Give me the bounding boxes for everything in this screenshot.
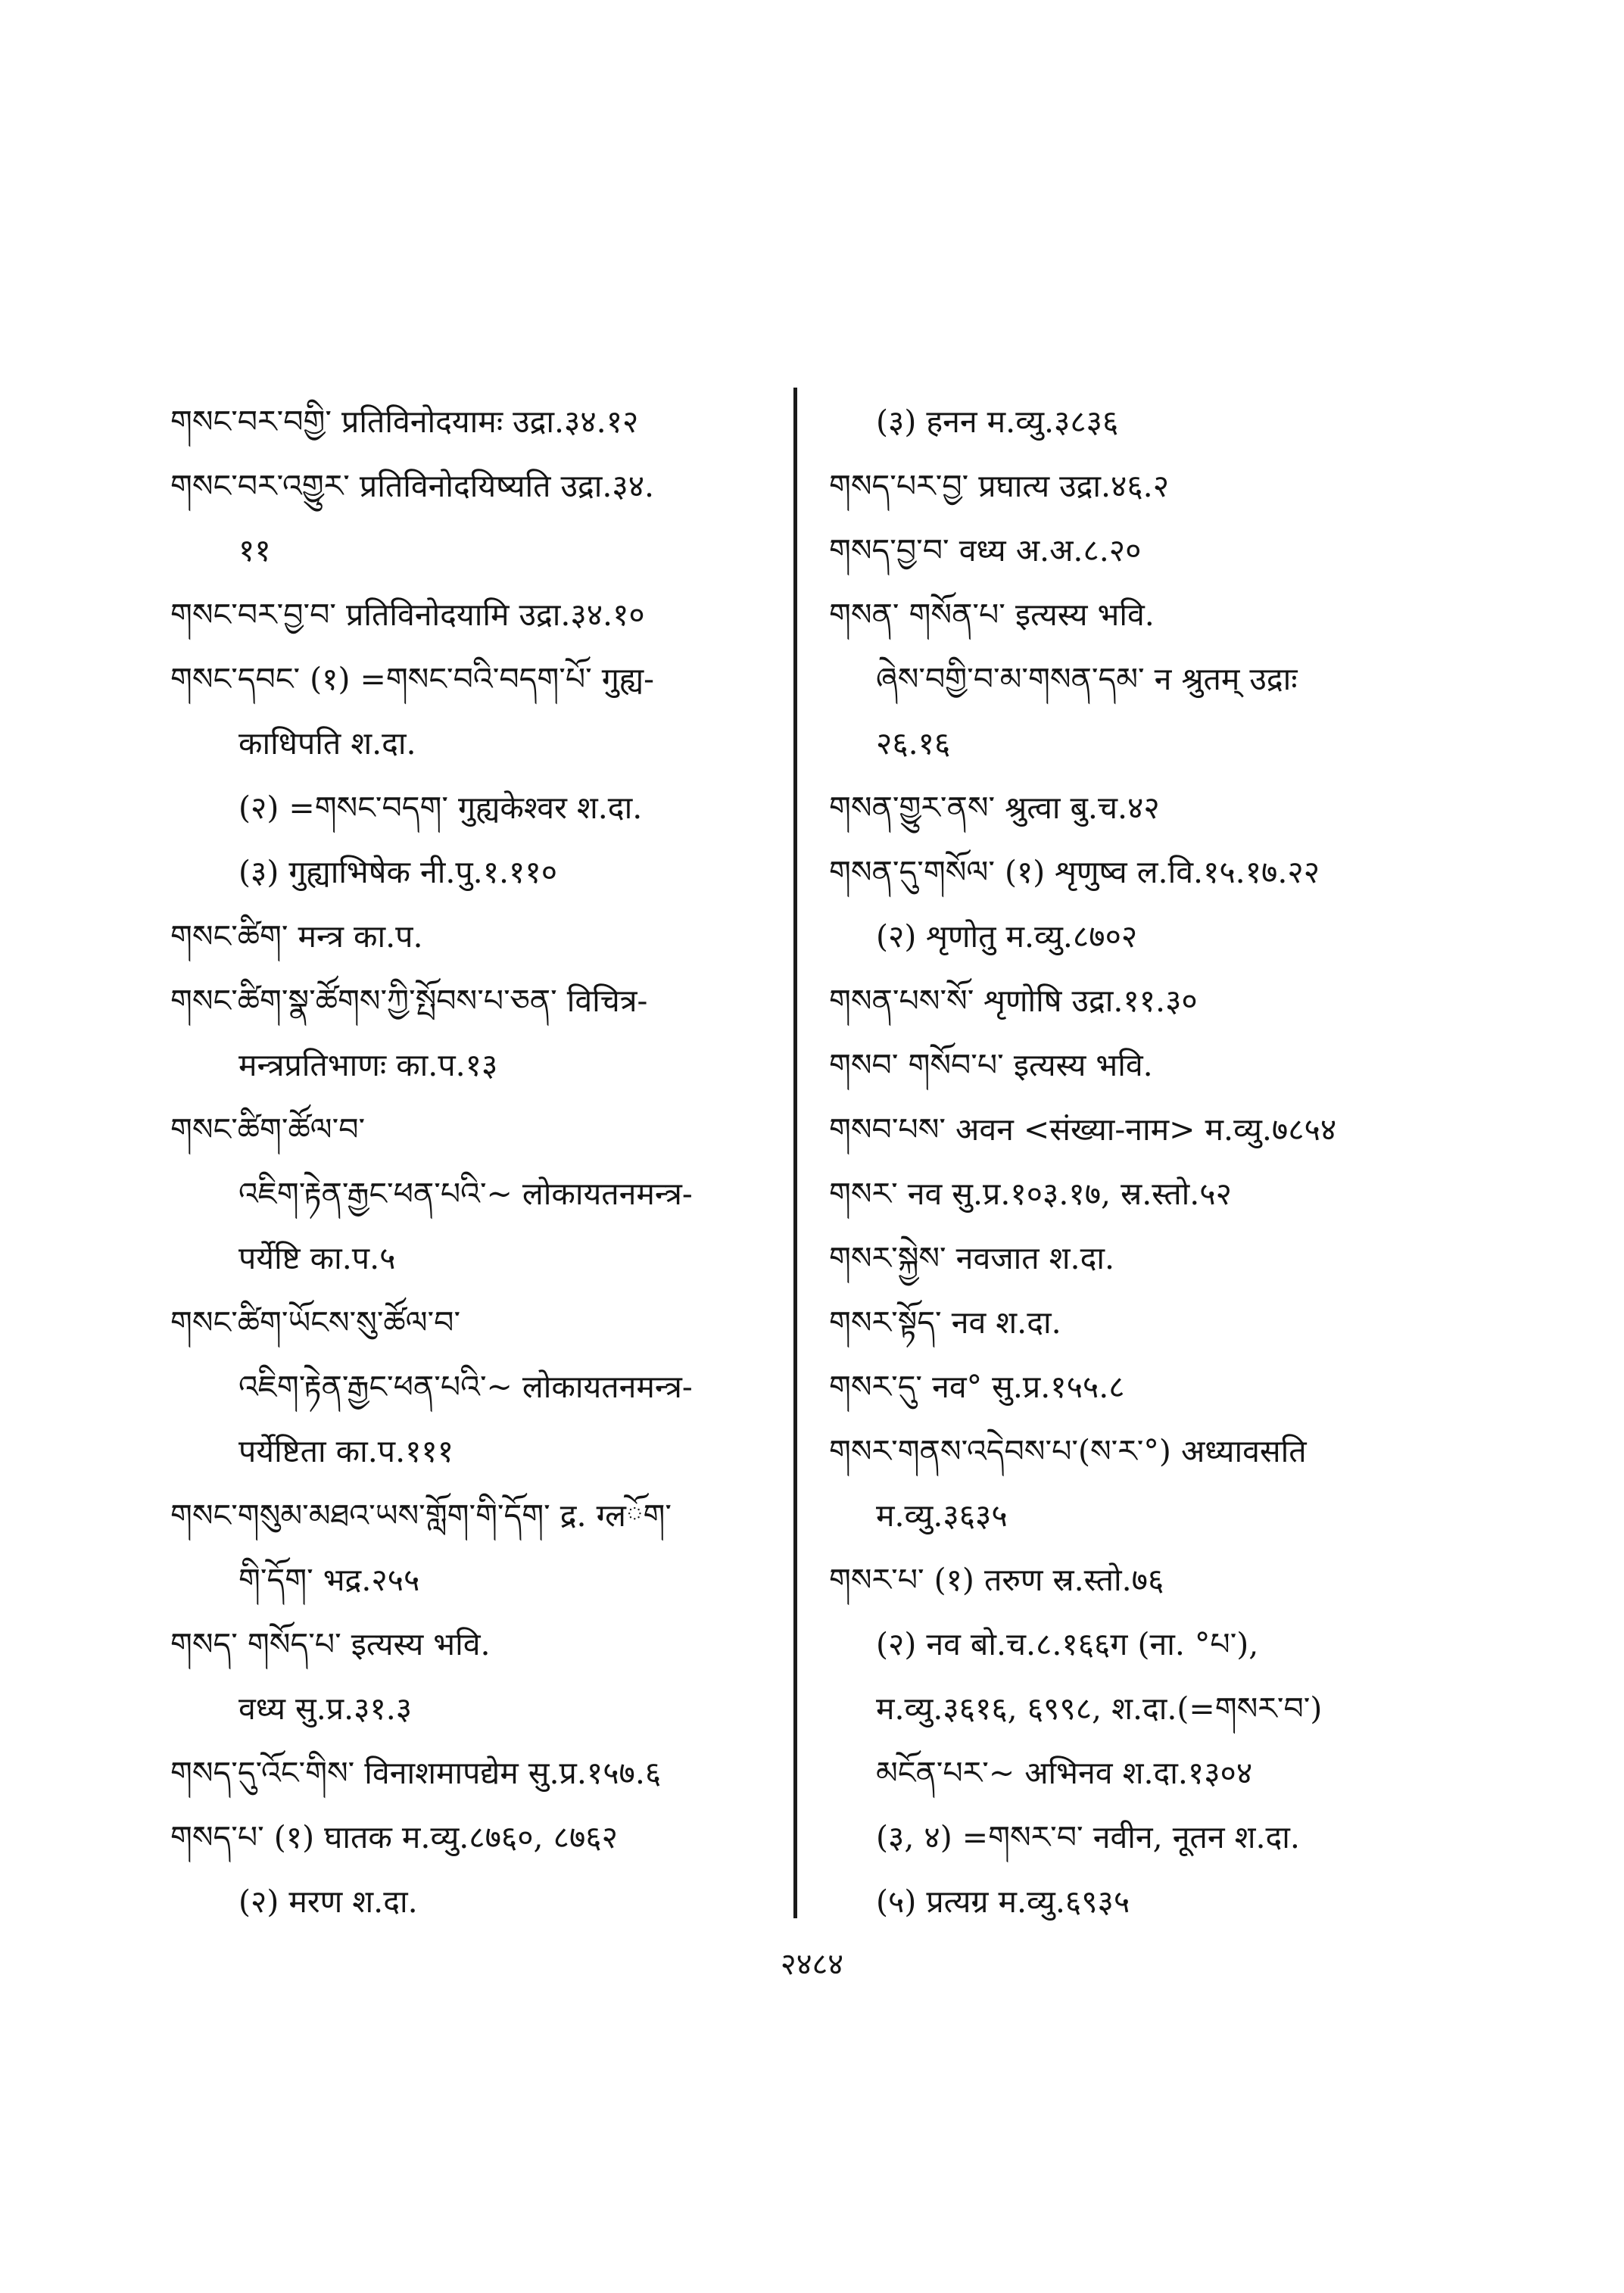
entry-headword-line: གསང་གསུམ་མཐའ་ཡས་གློག་གི་དོག་ द्र. ग्लོག་ [170, 1497, 672, 1534]
entry-headword-line: གསར་སྟོད་ नव श.दा. [829, 1304, 1061, 1341]
entry-headword-line: གསད་པ་ (१) घातक म.व्यु.८७६०, ८७६२ [170, 1819, 618, 1855]
entry-continuation-line: (३) हनन म.व्यु.३८३६ [876, 403, 1119, 440]
entry-continuation-line: पर्येष्टि का.प.५ [238, 1240, 396, 1276]
right-column [829, 390, 1420, 1934]
entry-headword-line: གསན་གྱུར་ནས་ श्रुत्वा बु.च.४२ [829, 790, 1160, 826]
entry-continuation-line: काधिपति श.दा. [238, 725, 416, 762]
entry-headword-line: གསར་པ་ (१) तरुण स्र.स्तो.७६ [829, 1562, 1164, 1598]
entry-continuation-line: འཇིག་རྟེན་རྒྱང་ཕན་པའི་~ लोकायतनमन्त्र- [238, 1176, 693, 1212]
entry-continuation-line: (३, ४) =གསར་བ་ नवीन, नूतन श.दा. [876, 1819, 1300, 1855]
entry-headword-line: གསར་གནས་འདེབས་པ་(ས་ར་°) अध्यावसति [829, 1433, 1307, 1469]
entry-continuation-line: मन्त्रप्रतिभाणः का.प.१३ [238, 1047, 498, 1083]
entry-headword-line: གསར་སྐྱེས་ नवजात श.दा. [829, 1240, 1115, 1276]
entry-headword-line: གསང་ཚིག་ मन्त्र का.प. [170, 918, 423, 955]
entry-continuation-line: (२) =གསང་བདག་ गुह्यकेश्वर श.दा. [238, 790, 643, 826]
entry-headword-line: གསང་བར་འགྱུར་ प्रतिविनोदयिष्यति उद्रा.३४. [170, 468, 655, 504]
entry-headword-line: གསར་ नव सु.प्र.१०३.१७, स्र.स्तो.५२ [829, 1176, 1232, 1212]
entry-headword-line: གསང་དབང་ (१) =གསང་བའི་བདག་པོ་ गुह्य- [170, 661, 654, 697]
entry-headword-line: གསན་པས་སོ་ शृणोषि उद्रा.११.३० [829, 983, 1198, 1019]
entry-headword-line: གསན་དུ་གསོལ་ (१) शृणुष्व ल.वि.१५.१७.२२ [829, 854, 1320, 890]
entry-continuation-line: (२) मरण श.दा. [238, 1883, 418, 1920]
entry-continuation-line: ११ [238, 532, 271, 569]
entry-headword-line: གསད་ གསོད་པ་ इत्यस्य भवि. [170, 1626, 491, 1662]
entry-headword-line: གསང་བར་བྱ་བ་ प्रतिविनोदयामि उद्रा.३४.१० [170, 597, 645, 633]
entry-headword-line: གསད་བྱ་བ་ वध्य अ.अ.८.२० [829, 532, 1142, 569]
entry-continuation-line: २६.१६ [876, 725, 951, 762]
left-column [170, 390, 776, 1934]
entry-headword-line: གསང་ཚིག་ཡོངས་སུ་ཚོལ་བ་ [170, 1304, 461, 1341]
entry-headword-line: གསང་བར་བགྱི་ प्रतिविनोदयामः उद्रा.३४.१२ [170, 403, 639, 440]
entry-continuation-line: म.व्यु.३६१६, ६९९८, श.दा.(=གསར་བ་) [876, 1690, 1323, 1727]
entry-headword-line: གསང་ཚིག་ཚོལ་བ་ [170, 1111, 366, 1148]
entry-continuation-line: (२) नव बो.च.८.१६६ग (ना. °པ་), [876, 1626, 1259, 1662]
entry-continuation-line: (२) शृणोतु म.व्यु.८७०२ [876, 918, 1138, 955]
column-divider [793, 388, 797, 1918]
page-number: २४८४ [780, 1947, 844, 1982]
entry-headword-line: གསན་ གསོན་པ་ इत्यस्य भवि. [829, 597, 1155, 633]
entry-headword-line: གསབ་པས་ अवन <संख्या-नाम> म.व्यु.७८५४ [829, 1111, 1337, 1148]
entry-continuation-line: མངོན་པར་~ अभिनव श.दा.१३०४ [876, 1755, 1253, 1791]
entry-headword-line: གསད་པར་བྱ་ प्रघात्य उद्रा.४६.२ [829, 468, 1170, 504]
entry-continuation-line: म.व्यु.३६३५ [876, 1497, 1008, 1534]
entry-continuation-line: ཞེས་བགྱི་བ་མ་གསན་དམ་ न श्रुतम् उद्राः [876, 661, 1298, 697]
entry-headword-line: གསང་ཚིག་སྣ་ཚོགས་ཀྱི་སྤོབས་པ་ཅན་ विचित्र- [170, 983, 648, 1019]
entry-continuation-line: पर्येष्टिता का.प.१११ [238, 1433, 454, 1469]
entry-continuation-line: གི་དོག་ भद्र.२५५ [238, 1562, 420, 1598]
entry-headword-line: གསད་དུ་འོང་གིས་ विनाशमापद्येम सु.प्र.१५७.६ [170, 1755, 662, 1791]
entry-continuation-line: वध्य सु.प्र.३१.३ [238, 1690, 413, 1727]
entry-headword-line: གསར་དུ་ नव° सु.प्र.१५५.८ [829, 1369, 1125, 1405]
entry-continuation-line: (३) गुह्याभिषेक नी.पु.१.११० [238, 854, 558, 890]
entry-continuation-line: འཇིག་རྟེན་རྒྱང་ཕན་པའི་~ लोकायतनमन्त्र- [238, 1369, 693, 1405]
entry-continuation-line: (५) प्रत्यग्र म.व्यु.६९३५ [876, 1883, 1130, 1920]
entry-headword-line: གསབ་ གསོབ་པ་ इत्यस्य भवि. [829, 1047, 1153, 1083]
